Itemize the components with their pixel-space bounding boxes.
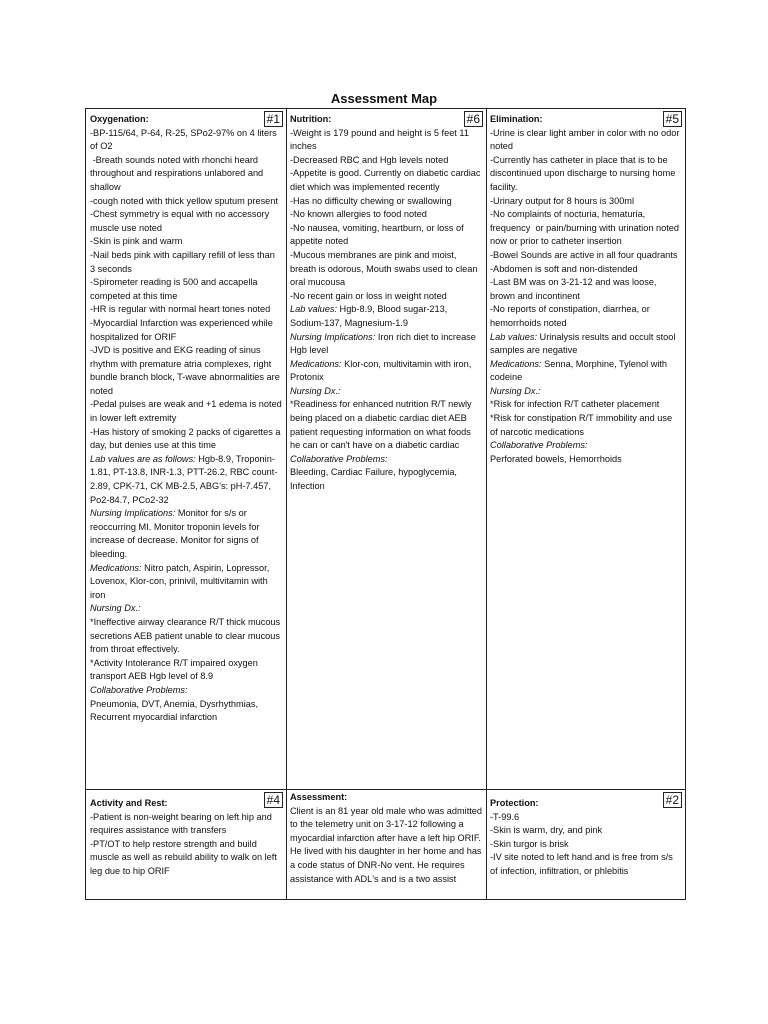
nutrition-cell [286,109,486,789]
finding-line: -Skin is warm, dry, and pink [490,825,603,836]
collaborative-problems-text: Perforated bowels, Hemorrhoids [490,453,622,464]
collaborative-problems-text: Pneumonia, DVT, Anemia, Dysrhythmias, Recurrent myocardial infarction [90,698,258,723]
finding-line: -Urine is clear light amber in color with no odor noted [490,127,680,152]
cell-heading: Activity and Rest: [90,798,168,808]
finding-line: -Decreased RBC and Hgb levels noted [290,154,449,165]
lab-values [290,303,482,330]
finding-line: -BP-115/64, P-64, R-25, SPo2-97% on 4 liters of O2 [90,127,277,152]
finding-line: -IV site noted to left hand and is free from s/s of infection, infiltration, or phlebitis [490,852,673,876]
priority-number: #5 [663,111,682,127]
lab-values-label: Lab values: [490,331,537,342]
priority-number: #4 [264,792,283,808]
finding-line: -JVD is positive and EKG reading of sinus rhythm with premature atria complexes, right bundle branch block, T-wave abnormalities are noted [90,345,280,396]
medications-text: Senna, Morphine, Tylenol with codeine [490,358,668,383]
cell-heading: Oxygenation: [90,114,149,124]
medications [290,358,482,385]
lab-values [490,331,681,358]
finding-line: -Pedal pulses are weak and +1 edema is noted in lower left extremity [90,399,282,424]
nursing-dx-item: *Risk for constipation R/T immobility and use of narcotic medications [490,413,673,437]
finding-line: -Weight is 179 pound and height is 5 feet 11 inches [290,127,469,152]
oxygenation-cell [86,109,286,789]
finding-line: -No nausea, vomiting, heartburn, or loss of appetite noted [290,222,464,247]
finding-line: -T-99.6 [490,811,520,822]
nursing-dx-item: *Risk for infection R/T catheter placement [490,399,660,410]
finding-line: -cough noted with thick yellow sputum present [90,195,278,206]
nursing-implications-label: Nursing Implications: [290,331,376,342]
finding-line: -Skin is pink and warm [90,236,183,247]
medications-text: Klor-con, multivitamin with iron, Protonix [290,358,472,383]
finding-line: -Currently has catheter in place that is to be discontinued upon discharge to nursing home facility. [490,154,676,192]
cell-heading: Nutrition: [290,114,332,124]
finding-line: -Appetite is good. Currently on diabetic cardiac diet which was implemented recently [290,168,481,192]
medications-text: Nitro patch, Aspirin, Lopressor, Lovenox, Klor-con, prinivil, multivitamin with iron [90,562,270,600]
nursing-dx-item: *Ineffective airway clearance R/T thick mucous secretions AEB patient unable to clear mucous from throat effectively. [90,616,281,655]
nursing-implications-text: Monitor for s/s or reoccurring MI. Monitor troponin levels for increase of decrease. Monitor for signs of bleeding. [90,508,260,559]
collaborative-problems-label: Collaborative Problems: [290,453,388,464]
lab-values [90,453,282,507]
finding-line: -Myocardial Infarction was experienced while hospitalized for ORIF [90,317,273,342]
collaborative-problems-label: Collaborative Problems: [90,684,188,695]
elimination-cell [486,109,685,789]
finding-line: -No complaints of nocturia, hematuria, frequency or pain/burning with urination noted now or prior to catheter insertion [490,209,682,247]
collaborative-problems-label: Collaborative Problems: [490,440,588,451]
finding-line: -HR is regular with normal heart tones noted [90,304,271,315]
finding-line: -Last BM was on 3-21-12 and was loose, brown and incontinent [490,277,657,301]
finding-line: -Has no difficulty chewing or swallowing [290,195,452,206]
lab-values-label: Lab values are as follows: [90,453,196,464]
nursing-implications-text: Iron rich diet to increase Hgb level [290,331,476,356]
cell-heading: Elimination: [490,114,543,124]
nursing-dx-label: Nursing Dx.: [490,385,541,396]
medications-label: Medications: [90,562,142,573]
priority-number: #6 [464,111,483,127]
priority-number: #1 [264,111,283,127]
nursing-dx-label: Nursing Dx.: [90,603,141,614]
finding-line: -Has history of smoking 2 packs of cigarettes a day, but denies use at this time [90,426,281,451]
protection-cell [486,790,685,899]
nursing-implications [90,507,282,561]
page-title: Assessment Map [330,91,438,106]
medications [90,562,282,603]
activity-rest-cell [86,790,286,899]
finding-line: -Urinary output for 8 hours is 300ml [490,195,634,206]
finding-line: -Bowel Sounds are active in all four quadrants [490,249,678,260]
finding-line: -Chest symmetry is equal with no accessory muscle use noted [90,209,270,233]
medications-label: Medications: [290,358,342,369]
finding-line: -No reports of constipation, diarrhea, or hemorrhoids noted [490,304,650,328]
medications-label: Medications: [490,358,542,369]
finding-line: -No recent gain or loss in weight noted [290,290,447,301]
assessment-map-table [85,108,686,900]
finding-line: -Nail beds pink with capillary refill of less than 3 seconds [90,249,275,274]
nursing-implications-label: Nursing Implications: [90,508,176,519]
nursing-implications [290,331,482,358]
lab-values-text: Hgb-8.9, Troponin-1.81, PT-13.8, INR-1.3, PTT-26.2, RBC count-2.89, CPK-71, CK MB-2.5, ABG's: pH-7.457, Po2-84.7, PCo2-32 [90,453,278,505]
cell-heading: Protection: [490,798,539,808]
lab-values-label: Lab values: [290,304,337,315]
finding-line: -PT/OT to help restore strength and build muscle as well as rebuild ability to walk on left leg due to hip ORIF [90,838,277,876]
cell-heading: Assessment: [290,792,348,802]
finding-line: -No known allergies to food noted [290,209,427,220]
finding-line: -Breath sounds noted with rhonchi heard throughout and respirations unlabored and shallow [90,154,266,192]
nursing-dx-label: Nursing Dx.: [290,385,341,396]
lab-values-text: Hgb-8.9, Blood sugar-213, Sodium-137, Magnesium-1.9 [290,304,448,328]
nursing-dx-item: *Activity Intolerance R/T impaired oxygen transport AEB Hgb level of 8.9 [90,657,258,682]
finding-line: -Skin turgor is brisk [490,838,569,849]
finding-line: -Patient is non-weight bearing on left hip and requires assistance with transfers [90,811,272,836]
finding-line: -Spirometer reading is 500 and accapella competed at this time [90,277,258,301]
lab-values-text: Urinalysis results and occult stool samples are negative [490,331,676,356]
assessment-cell [286,790,486,899]
collaborative-problems-text: Bleeding, Cardiac Failure, hypoglycemia, Infection [290,467,457,492]
assessment-text: Client is an 81 year old male who was admitted to the telemetry unit on 3-17-12 following a myocardial infarction after have a left hip ORIF. He lived with his daughter in her home and has a code status of DNR-No vent. He requires assistance with ADL's and is a two assist [290,805,483,884]
priority-number: #2 [663,792,682,808]
medications [490,358,681,385]
finding-line: -Abdomen is soft and non-distended [490,263,638,274]
nursing-dx-item: *Readiness for enhanced nutrition R/T newly being placed on a diabetic cardiac diet AEB patient requesting information on what foods he can or can't have on a diabetic cardiac [290,399,472,451]
finding-line: -Mucous membranes are pink and moist, breath is odorous, Mouth swabs used to clean oral mucousa [290,249,478,288]
